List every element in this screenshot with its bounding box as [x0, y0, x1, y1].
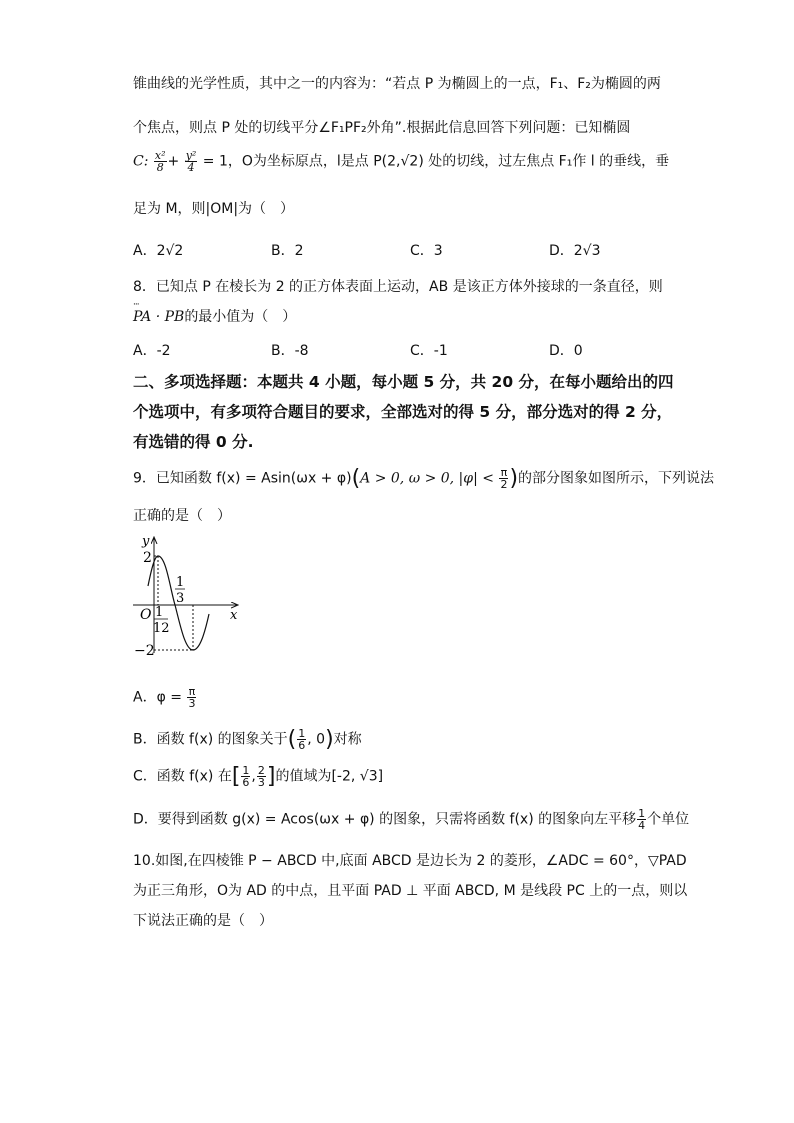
q9-option-b-point: , 0	[307, 731, 326, 748]
x-fraction: $\frac{\text{x²}}{8}$	[154, 149, 166, 174]
section2-heading-line-3: 有选错的得 0 分.	[133, 433, 254, 451]
q8-text-line-2	[133, 306, 296, 326]
q7-option-a[interactable]: A．2√2	[133, 243, 184, 259]
equation-rhs: = 1	[202, 153, 228, 170]
graph-y-label: y	[142, 534, 150, 549]
one-quarter: $\frac{1}{4}$	[638, 807, 646, 832]
q7-text-line-3: C: $\frac{\text{x²}}{8}$ + $\frac{\text{y²}}{4}$ = 1，O为坐标原点，l是点 P(2,√2) 处的切线，过左焦点 F₁作 l 的垂线，垂	[133, 149, 670, 174]
q9-option-d-label: D．要得到函数 g(x) = Acos(ωx + φ) 的图象，只需将函数 f(x) 的图象向左平移	[133, 811, 637, 828]
q10-text-line-3: 下说法正确的是（ ）	[133, 913, 273, 929]
q9-option-a-label: A．φ =	[133, 689, 182, 706]
graph-x-label: x	[230, 608, 238, 623]
one-sixth: $\frac{1}{6}$	[298, 727, 306, 752]
q9-option-c[interactable]: C．函数 f(x) 在[ $\frac{1}{6}$ , $\frac{2}{3}$ ]的值域为[-2, √3]	[133, 764, 384, 789]
q7-option-c[interactable]: C．3	[410, 243, 443, 259]
q8-option-a[interactable]: A．-2	[133, 343, 171, 359]
dot-product-expression: ··· PA · PB	[133, 309, 184, 325]
q7-text-line-4: 足为 M，则|OM|为（ ）	[133, 201, 295, 217]
graph-tick-2-den: 3	[176, 591, 185, 606]
section2-heading-line-1: 二、多项选择题：本题共 4 小题，每小题 5 分，共 20 分，在每小题给出的四	[133, 373, 674, 391]
q9-line1-rest: 的部分图象如图所示，下列说法	[518, 470, 715, 487]
pi-over-2: $\frac{\pi}{2}$	[500, 466, 508, 491]
graph-tick-1-den: 12	[153, 621, 170, 636]
q9-text-line-1: 9．已知函数 f(x) = Asin(ωx + φ)(A > 0, ω > 0, |φ| < $\frac{\pi}{2}$ )的部分图象如图所示，下列说法	[133, 466, 715, 491]
q9-text-line-2: 正确的是（ ）	[133, 508, 231, 524]
graph-tick-2-num: 1	[176, 575, 185, 590]
graph-y-min: −2	[134, 643, 155, 657]
q9-option-d-end: 个单位	[647, 811, 690, 828]
q8-text-line-1: 8．已知点 P 在棱长为 2 的正方体表面上运动，AB 是该正方体外接球的一条直径，则	[133, 279, 663, 295]
graph-tick-1-num: 1	[155, 605, 164, 620]
sine-graph	[130, 532, 245, 657]
y-fraction: $\frac{\text{y²}}{4}$	[185, 149, 197, 174]
q7-text-line-2: 个焦点，则点 P 处的切线平分∠F₁PF₂外角”.根据此信息回答下列问题：已知椭圆	[133, 120, 631, 136]
q7-line3-rest: ，O为坐标原点，l是点 P(2,√2) 处的切线，过左焦点 F₁作 l 的垂线，垂	[227, 153, 670, 170]
q7-option-b[interactable]: B．2	[271, 243, 304, 259]
q7-option-d[interactable]: D．2√3	[549, 243, 601, 259]
q9-option-b-end: 对称	[333, 731, 362, 748]
graph-y-max: 2	[143, 550, 152, 566]
q9-option-d[interactable]	[133, 808, 689, 831]
q9-option-b-label: B．函数 f(x) 的图象关于	[133, 731, 288, 748]
pi-over-3: $\frac{\pi}{3}$	[188, 685, 196, 710]
graph-origin: O	[140, 607, 152, 623]
q9-option-c-range: 的值域为[-2, √3]	[275, 768, 384, 785]
q9-function-def: 9．已知函数 f(x) = Asin(ωx + φ)	[133, 470, 352, 487]
q9-option-c-label: C．函数 f(x) 在	[133, 768, 232, 785]
q10-text-line-1: 10.如图,在四棱锥 P − ABCD 中,底面 ABCD 是边长为 2 的菱形，∠ADC = 60°，▽PAD	[133, 853, 687, 869]
q9-option-a[interactable]	[133, 686, 197, 709]
q9-option-b[interactable]: B．函数 f(x) 的图象关于( $\frac{1}{6}$ , 0)对称	[133, 727, 362, 752]
q8-option-d[interactable]: D．0	[549, 343, 583, 359]
q8-option-c[interactable]: C．-1	[410, 343, 448, 359]
q7-text-line-1: 锥曲线的光学性质，其中之一的内容为：“若点 P 为椭圆上的一点，F₁、F₂为椭圆的两	[133, 76, 661, 92]
section2-heading-line-2: 个选项中，有多项符合题目的要求，全部选对的得 5 分，部分选对的得 2 分，	[133, 403, 673, 421]
interval-left: $\frac{1}{6}$	[242, 764, 250, 789]
q8-option-b[interactable]: B．-8	[271, 343, 309, 359]
interval-right: $\frac{2}{3}$	[257, 764, 265, 789]
q8-line2-rest: 的最小值为（ ）	[184, 309, 297, 325]
q10-text-line-2: 为正三角形，O为 AD 的中点，且平面 PAD ⊥ 平面 ABCD, M 是线段 PC 上的一点，则以	[133, 883, 688, 899]
q9-condition: A > 0, ω > 0, |φ| <	[360, 470, 494, 487]
ellipse-label: C:	[133, 153, 149, 170]
